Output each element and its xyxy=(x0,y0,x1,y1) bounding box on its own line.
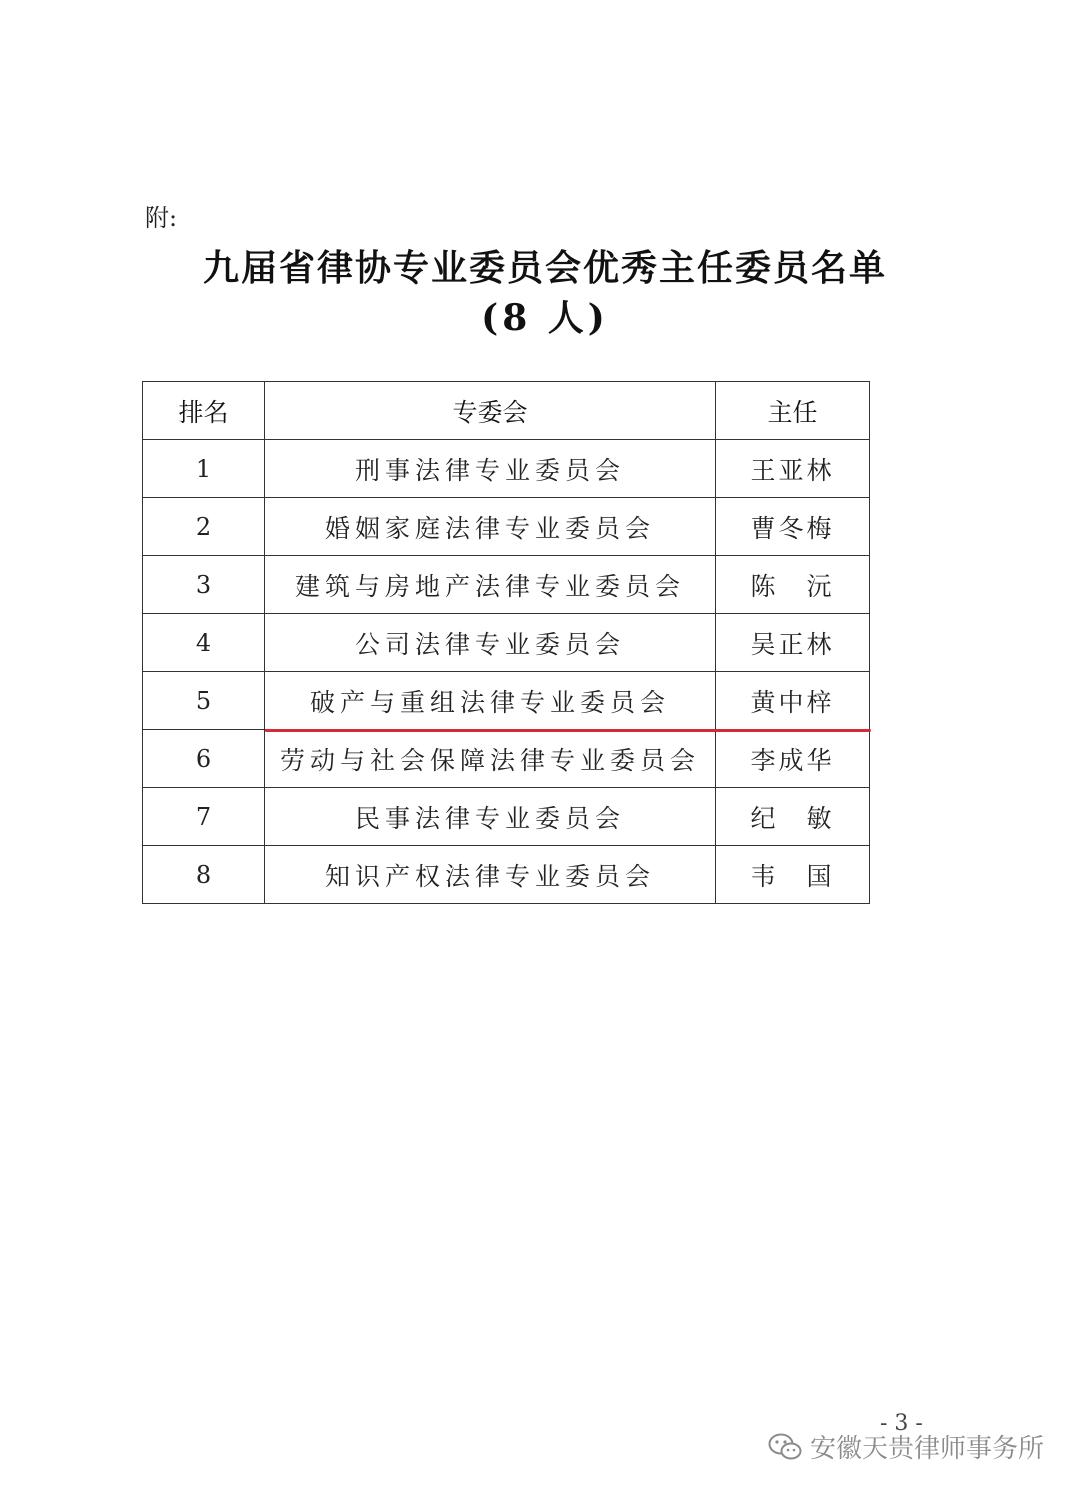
watermark-text: 安徽天贵律师事务所 xyxy=(810,1434,1045,1464)
chair-cell: 陈 沅 xyxy=(716,556,870,614)
attachment-label: 附: xyxy=(145,204,178,232)
table-row xyxy=(143,788,870,846)
rank-cell: 8 xyxy=(143,846,265,904)
header-chair: 主任 xyxy=(716,382,870,440)
rank-cell: 1 xyxy=(143,440,265,498)
committee-cell: 刑事法律专业委员会 xyxy=(265,440,716,498)
committee-cell: 建筑与房地产法律专业委员会 xyxy=(265,556,716,614)
watermark xyxy=(768,1428,1044,1465)
rank-cell: 4 xyxy=(143,614,265,672)
chair-cell: 纪 敏 xyxy=(716,788,870,846)
header-rank: 排名 xyxy=(143,382,265,440)
rank-cell: 6 xyxy=(143,730,265,788)
committee-cell: 民事法律专业委员会 xyxy=(265,788,716,846)
header-committee: 专委会 xyxy=(265,382,716,440)
rank-cell: 5 xyxy=(143,672,265,730)
roster-table xyxy=(142,381,870,904)
chair-cell: 李成华 xyxy=(716,730,870,788)
table-row xyxy=(143,730,870,788)
table-row xyxy=(143,556,870,614)
chair-cell: 曹冬梅 xyxy=(716,498,870,556)
committee-cell: 公司法律专业委员会 xyxy=(265,614,716,672)
document-subtitle: (8 人) xyxy=(481,297,609,339)
chair-cell: 韦 国 xyxy=(716,846,870,904)
chair-cell: 王亚林 xyxy=(716,440,870,498)
table-row xyxy=(143,440,870,498)
rank-cell: 2 xyxy=(143,498,265,556)
table-row xyxy=(143,614,870,672)
chair-cell: 黄中梓 xyxy=(716,672,870,730)
wechat-icon xyxy=(768,1432,802,1462)
table-header-row xyxy=(143,382,870,440)
committee-cell: 破产与重组法律专业委员会 xyxy=(265,672,716,730)
page-number: - 3 - xyxy=(880,1411,923,1436)
committee-cell: 劳动与社会保障法律专业委员会 xyxy=(265,730,716,788)
table-row xyxy=(143,498,870,556)
table-row-highlighted xyxy=(143,672,870,730)
table-row xyxy=(143,846,870,904)
chair-cell: 吴正林 xyxy=(716,614,870,672)
rank-cell: 7 xyxy=(143,788,265,846)
committee-cell: 知识产权法律专业委员会 xyxy=(265,846,716,904)
red-underline-annotation xyxy=(265,729,871,732)
rank-cell: 3 xyxy=(143,556,265,614)
document-title: 九届省律协专业委员会优秀主任委员名单 xyxy=(202,247,887,289)
committee-cell: 婚姻家庭法律专业委员会 xyxy=(265,498,716,556)
